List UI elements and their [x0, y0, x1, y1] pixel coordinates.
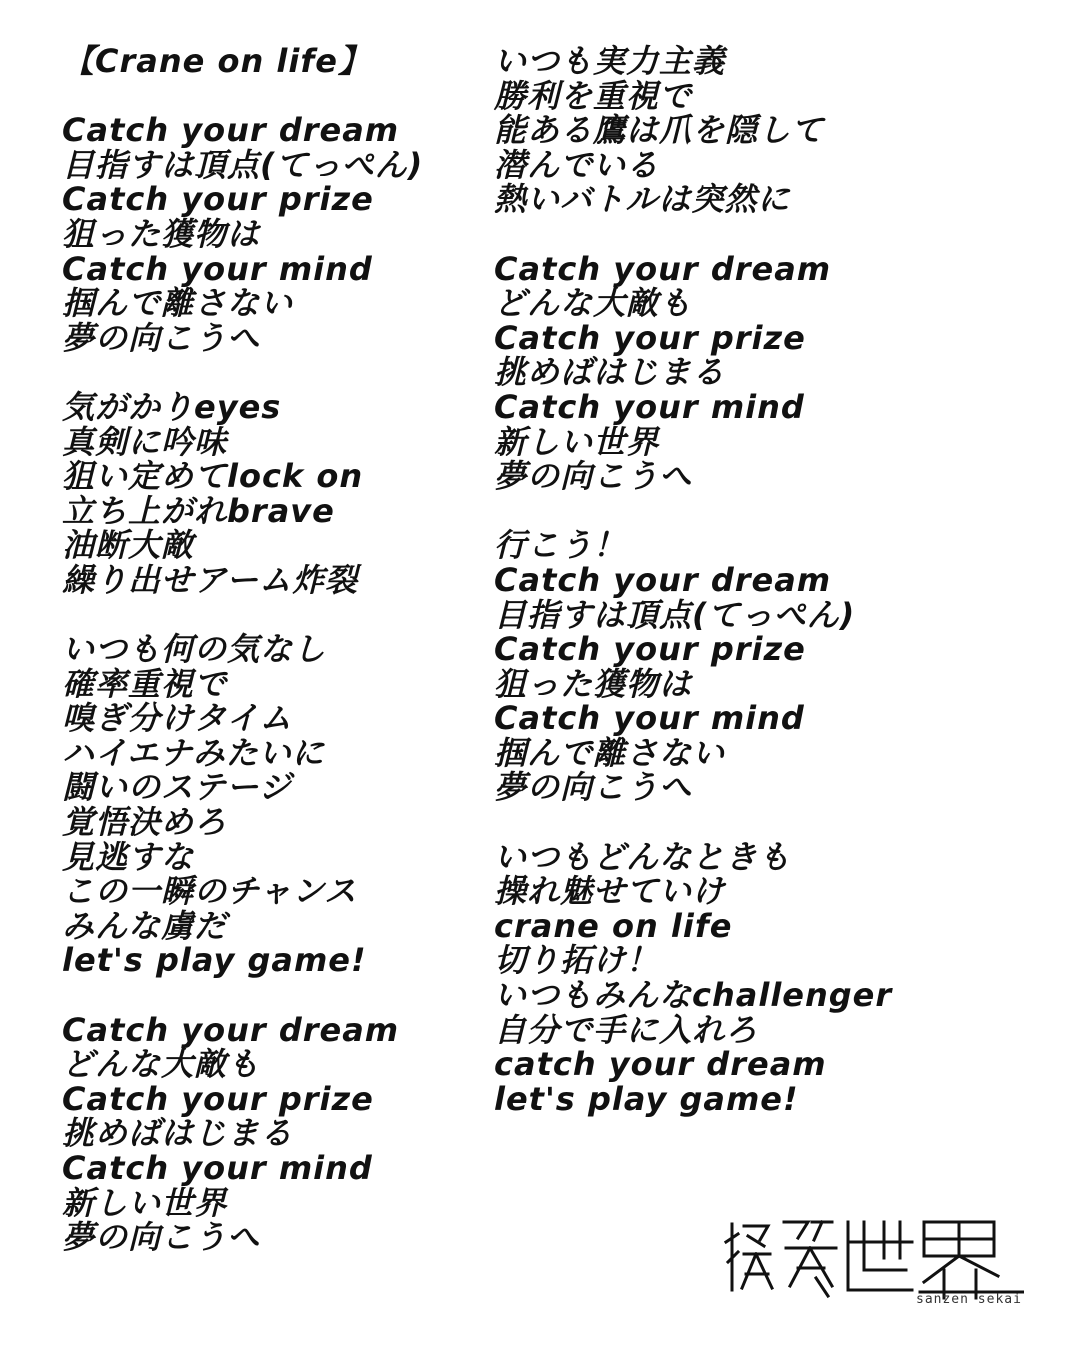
lyric-line: 夢の向こうへ — [62, 318, 261, 357]
lyric-line: いつもみんなchallenger — [494, 976, 893, 1015]
lyric-line: 操れ魅せていけ — [494, 872, 726, 911]
lyric-line: 夢の向こうへ — [494, 768, 693, 807]
lyric-line: どんな大敵も — [62, 1045, 261, 1084]
lyric-line: let's play game! — [62, 941, 367, 980]
lyric-line: 嗅ぎ分けタイム — [62, 699, 293, 738]
lyric-line: 自分で手に入れろ — [494, 1010, 759, 1049]
lyric-line: 掴んで離さない — [62, 284, 294, 323]
lyric-line: catch your dream — [494, 1045, 827, 1084]
lyric-line: いつもどんなときも — [494, 837, 792, 876]
lyric-line: 新しい世界 — [494, 422, 660, 461]
logo-mark-icon — [724, 1212, 1024, 1302]
lyrics-right-column — [494, 44, 1014, 1151]
lyrics-stanza — [62, 632, 462, 978]
lyric-line: Catch your mind — [62, 1149, 373, 1187]
lyrics-stanza — [62, 44, 462, 79]
lyric-line: crane on life — [494, 906, 733, 945]
lyrics-stanza — [62, 1010, 462, 1257]
lyric-line: 行こう！ — [494, 526, 627, 565]
lyric-line: いつも何の気なし — [62, 630, 327, 669]
lyric-line: 【Crane on life】 — [62, 42, 371, 80]
lyrics-stanza — [494, 528, 1014, 805]
lyric-line: 夢の向こうへ — [494, 457, 693, 496]
lyric-line: 挑めばはじまる — [494, 353, 726, 392]
lyric-line: ハイエナみたいに — [62, 733, 325, 772]
lyric-line: 能ある鷹は爪を隠して — [494, 111, 825, 150]
lyric-line: let's play game! — [494, 1079, 799, 1118]
lyrics-stanza — [494, 44, 1014, 217]
lyric-line: 油断大敵 — [62, 526, 195, 565]
lyric-line: Catch your dream — [494, 560, 832, 599]
lyric-line: 目指すは頂点(てっぺん) — [62, 145, 424, 184]
lyric-line: 新しい世界 — [62, 1183, 228, 1222]
lyrics-stanza — [494, 249, 1014, 496]
logo-subtitle: sanzen sekai — [916, 1292, 1022, 1307]
lyric-line: 熱いバトルは突然に — [494, 180, 791, 219]
lyric-line: Catch your mind — [62, 249, 373, 288]
lyric-line: Catch your dream — [62, 1010, 400, 1049]
lyric-line: 狙った獲物は — [494, 664, 693, 703]
lyric-line: Catch your mind — [494, 387, 805, 426]
lyric-line: 狙い定めてlock on — [62, 457, 364, 496]
lyric-line: Catch your prize — [62, 1079, 374, 1118]
lyric-line: 立ち上がれbrave — [62, 491, 335, 530]
lyrics-stanza — [62, 113, 462, 355]
lyric-line: Catch your mind — [494, 699, 805, 738]
lyric-line: 確率重視で — [62, 664, 228, 703]
lyric-line: いつも実力主義 — [494, 42, 726, 80]
lyric-line: この一瞬のチャンス — [62, 872, 358, 911]
lyric-line: 挑めばはじまる — [62, 1114, 294, 1153]
lyric-line: 繰り出せアーム炸裂 — [62, 560, 359, 599]
lyric-line: 勝利を重視で — [494, 76, 693, 115]
lyric-line: 切り拓け！ — [494, 941, 660, 980]
lyric-line: 掴んで離さない — [494, 733, 726, 772]
lyrics-stanza — [494, 837, 1014, 1118]
sanzen-sekai-logo — [724, 1212, 1024, 1312]
lyrics-stanza — [62, 387, 462, 599]
lyric-line: 狙った獲物は — [62, 214, 261, 253]
lyric-line: 夢の向こうへ — [62, 1218, 261, 1257]
lyric-line: Catch your prize — [494, 318, 806, 357]
lyric-line: 見逃すな — [62, 837, 195, 876]
lyric-line: 覚悟決めろ — [62, 803, 228, 842]
lyric-line: 目指すは頂点(てっぺん) — [494, 595, 856, 634]
lyric-line: Catch your dream — [494, 249, 832, 288]
lyric-line: みんな虜だ — [62, 906, 228, 945]
lyric-line: 気がかりeyes — [62, 387, 282, 426]
lyric-line: Catch your prize — [494, 630, 806, 669]
lyric-line: Catch your dream — [62, 111, 400, 150]
lyric-line: 潜んでいる — [494, 145, 660, 184]
lyric-line: 闘いのステージ — [62, 768, 292, 807]
lyric-line: どんな大敵も — [494, 284, 693, 323]
lyric-line: Catch your prize — [62, 180, 374, 219]
lyric-line: 真剣に吟味 — [62, 422, 228, 461]
lyrics-left-column — [62, 44, 462, 1289]
